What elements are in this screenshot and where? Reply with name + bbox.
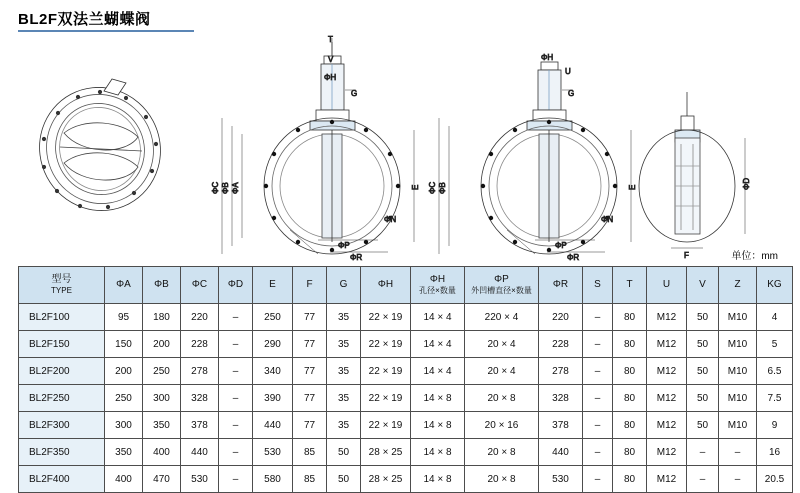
- cell-g: 50: [327, 439, 361, 466]
- col-v: V: [687, 267, 719, 304]
- cell-h: 22 × 19: [361, 304, 411, 331]
- cell-s: –: [583, 331, 613, 358]
- cell-h-holes: 14 × 8: [411, 412, 465, 439]
- cell-b: 300: [143, 385, 181, 412]
- cell-f: 85: [293, 466, 327, 493]
- cell-b: 350: [143, 412, 181, 439]
- cell-h-holes: 14 × 8: [411, 439, 465, 466]
- cell-r: 228: [539, 331, 583, 358]
- cell-t: 80: [613, 412, 647, 439]
- cell-b: 250: [143, 358, 181, 385]
- table-row: [19, 331, 793, 358]
- cell-e: 580: [253, 466, 293, 493]
- cell-c: 228: [181, 331, 219, 358]
- svg-text:G: G: [351, 89, 358, 98]
- cell-v: –: [687, 439, 719, 466]
- table-row: [19, 412, 793, 439]
- cell-type: BL2F300: [19, 412, 105, 439]
- spec-table-head: [19, 267, 793, 304]
- cell-z: M10: [719, 358, 757, 385]
- cell-z: –: [719, 439, 757, 466]
- cell-e: 390: [253, 385, 293, 412]
- drawing-view-2: [428, 53, 637, 262]
- col-a: ΦA: [105, 267, 143, 304]
- table-row: [19, 358, 793, 385]
- svg-text:F: F: [684, 251, 689, 260]
- table-row: [19, 466, 793, 493]
- cell-s: –: [583, 358, 613, 385]
- svg-text:V: V: [328, 55, 334, 64]
- cell-f: 85: [293, 439, 327, 466]
- unit-label: 单位：mm: [731, 251, 778, 262]
- svg-text:E: E: [411, 184, 420, 190]
- cell-s: –: [583, 304, 613, 331]
- spec-table: [18, 266, 793, 493]
- cell-b: 180: [143, 304, 181, 331]
- cell-p-groove: 20 × 4: [465, 358, 539, 385]
- cell-kg: 9: [757, 412, 793, 439]
- cell-h-holes: 14 × 8: [411, 466, 465, 493]
- cell-h: 28 × 25: [361, 439, 411, 466]
- page-title-text: BL2F双法兰蝴蝶阀: [18, 11, 151, 28]
- cell-type: BL2F350: [19, 439, 105, 466]
- col-u: U: [647, 267, 687, 304]
- cell-c: 530: [181, 466, 219, 493]
- svg-text:ΦD: ΦD: [742, 177, 751, 190]
- cell-kg: 4: [757, 304, 793, 331]
- svg-text:ΦH: ΦH: [541, 53, 554, 62]
- cell-r: 440: [539, 439, 583, 466]
- cell-d: –: [219, 385, 253, 412]
- cell-type: BL2F100: [19, 304, 105, 331]
- cell-g: 35: [327, 304, 361, 331]
- svg-text:G: G: [568, 89, 575, 98]
- cell-d: –: [219, 358, 253, 385]
- cell-t: 80: [613, 358, 647, 385]
- table-row: [19, 439, 793, 466]
- cell-r: 278: [539, 358, 583, 385]
- svg-text:ΦB: ΦB: [438, 182, 447, 194]
- cell-u: M12: [647, 331, 687, 358]
- cell-p-groove: 20 × 8: [465, 439, 539, 466]
- drawing-isometric: [18, 66, 182, 232]
- cell-f: 77: [293, 331, 327, 358]
- cell-v: 50: [687, 331, 719, 358]
- cell-f: 77: [293, 304, 327, 331]
- col-r: ΦR: [539, 267, 583, 304]
- cell-a: 400: [105, 466, 143, 493]
- cell-r: 220: [539, 304, 583, 331]
- svg-text:ΦP: ΦP: [338, 241, 350, 250]
- cell-d: –: [219, 466, 253, 493]
- cell-p-groove: 20 × 16: [465, 412, 539, 439]
- cell-s: –: [583, 466, 613, 493]
- title-underline: [18, 30, 194, 32]
- cell-type: BL2F200: [19, 358, 105, 385]
- col-c: ΦC: [181, 267, 219, 304]
- col-b: ΦB: [143, 267, 181, 304]
- cell-v: 50: [687, 304, 719, 331]
- cell-g: 35: [327, 331, 361, 358]
- cell-type: BL2F250: [19, 385, 105, 412]
- col-g: G: [327, 267, 361, 304]
- cell-p-groove: 20 × 8: [465, 385, 539, 412]
- cell-type: BL2F400: [19, 466, 105, 493]
- drawing-view-1: [211, 35, 420, 262]
- cell-t: 80: [613, 304, 647, 331]
- table-row: [19, 385, 793, 412]
- cell-s: –: [583, 412, 613, 439]
- cell-t: 80: [613, 331, 647, 358]
- col-d: ΦD: [219, 267, 253, 304]
- cell-h-holes: 14 × 4: [411, 331, 465, 358]
- col-h-holes: ΦH 孔径×数量: [411, 267, 465, 304]
- cell-p-groove: 220 × 4: [465, 304, 539, 331]
- spec-table-body: [19, 304, 793, 493]
- cell-a: 200: [105, 358, 143, 385]
- cell-z: M10: [719, 331, 757, 358]
- svg-text:ΦB: ΦB: [221, 182, 230, 194]
- cell-s: –: [583, 439, 613, 466]
- cell-e: 290: [253, 331, 293, 358]
- cell-kg: 6.5: [757, 358, 793, 385]
- cell-u: M12: [647, 439, 687, 466]
- cell-h-holes: 14 × 4: [411, 358, 465, 385]
- cell-u: M12: [647, 304, 687, 331]
- svg-text:E: E: [628, 184, 637, 190]
- cell-f: 77: [293, 412, 327, 439]
- cell-d: –: [219, 439, 253, 466]
- cell-a: 150: [105, 331, 143, 358]
- cell-c: 328: [181, 385, 219, 412]
- svg-text:ΦP: ΦP: [555, 241, 567, 250]
- cell-p-groove: 20 × 8: [465, 466, 539, 493]
- cell-u: M12: [647, 412, 687, 439]
- svg-text:ΦR: ΦR: [567, 253, 580, 262]
- col-s: S: [583, 267, 613, 304]
- cell-z: M10: [719, 385, 757, 412]
- cell-e: 250: [253, 304, 293, 331]
- cell-kg: 5: [757, 331, 793, 358]
- cell-c: 440: [181, 439, 219, 466]
- cell-kg: 7.5: [757, 385, 793, 412]
- cell-r: 530: [539, 466, 583, 493]
- spec-table-header-row: [19, 267, 793, 304]
- col-z: Z: [719, 267, 757, 304]
- col-kg: KG: [757, 267, 793, 304]
- cell-c: 378: [181, 412, 219, 439]
- cell-d: –: [219, 304, 253, 331]
- cell-r: 328: [539, 385, 583, 412]
- cell-a: 95: [105, 304, 143, 331]
- cell-a: 350: [105, 439, 143, 466]
- cell-z: M10: [719, 412, 757, 439]
- cell-e: 440: [253, 412, 293, 439]
- cell-u: M12: [647, 358, 687, 385]
- cell-b: 470: [143, 466, 181, 493]
- cell-v: –: [687, 466, 719, 493]
- cell-e: 340: [253, 358, 293, 385]
- cell-kg: 16: [757, 439, 793, 466]
- svg-text:ΦH: ΦH: [324, 73, 337, 82]
- cell-g: 35: [327, 412, 361, 439]
- cell-g: 35: [327, 358, 361, 385]
- cell-d: –: [219, 412, 253, 439]
- cell-f: 77: [293, 385, 327, 412]
- cell-h-holes: 14 × 4: [411, 304, 465, 331]
- cell-v: 50: [687, 358, 719, 385]
- drawing-view-3: [639, 92, 751, 260]
- cell-z: –: [719, 466, 757, 493]
- svg-text:ΦC: ΦC: [428, 181, 437, 194]
- col-p-groove: ΦP 外凹槽直径×数量: [465, 267, 539, 304]
- svg-text:U: U: [565, 67, 571, 76]
- cell-v: 50: [687, 412, 719, 439]
- cell-h-holes: 14 × 8: [411, 385, 465, 412]
- cell-v: 50: [687, 385, 719, 412]
- cell-kg: 20.5: [757, 466, 793, 493]
- cell-h: 22 × 19: [361, 385, 411, 412]
- svg-text:ΦA: ΦA: [231, 182, 240, 194]
- svg-text:ΦN: ΦN: [601, 215, 614, 224]
- col-h: ΦH: [361, 267, 411, 304]
- cell-a: 300: [105, 412, 143, 439]
- svg-text:ΦR: ΦR: [350, 253, 363, 262]
- cell-a: 250: [105, 385, 143, 412]
- cell-z: M10: [719, 304, 757, 331]
- cell-c: 220: [181, 304, 219, 331]
- col-e: E: [253, 267, 293, 304]
- col-f: F: [293, 267, 327, 304]
- table-row: [19, 304, 793, 331]
- cell-b: 400: [143, 439, 181, 466]
- cell-t: 80: [613, 466, 647, 493]
- cell-r: 378: [539, 412, 583, 439]
- cell-p-groove: 20 × 4: [465, 331, 539, 358]
- cell-u: M12: [647, 466, 687, 493]
- cell-d: –: [219, 331, 253, 358]
- cell-h: 22 × 19: [361, 412, 411, 439]
- svg-text:ΦN: ΦN: [384, 215, 397, 224]
- cell-g: 50: [327, 466, 361, 493]
- cell-t: 80: [613, 385, 647, 412]
- col-t: T: [613, 267, 647, 304]
- cell-h: 28 × 25: [361, 466, 411, 493]
- cell-e: 530: [253, 439, 293, 466]
- svg-text:ΦC: ΦC: [211, 181, 220, 194]
- cell-s: –: [583, 385, 613, 412]
- cell-c: 278: [181, 358, 219, 385]
- spec-table-wrapper: [18, 266, 785, 493]
- page-title: [18, 8, 151, 29]
- cell-g: 35: [327, 385, 361, 412]
- col-type: 型号 TYPE: [19, 267, 105, 304]
- cell-b: 200: [143, 331, 181, 358]
- cell-type: BL2F150: [19, 331, 105, 358]
- cell-u: M12: [647, 385, 687, 412]
- svg-text:T: T: [328, 35, 333, 44]
- cell-h: 22 × 19: [361, 358, 411, 385]
- cell-t: 80: [613, 439, 647, 466]
- cell-f: 77: [293, 358, 327, 385]
- cell-h: 22 × 19: [361, 331, 411, 358]
